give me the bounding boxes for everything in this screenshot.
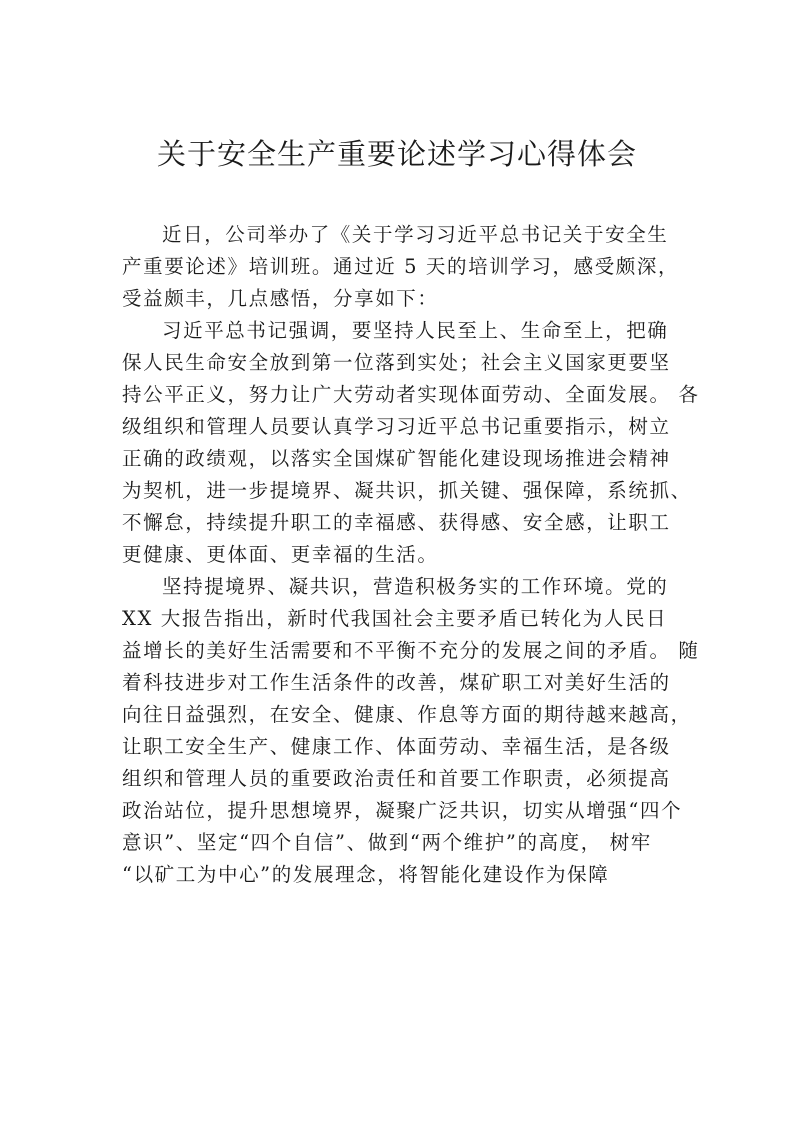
paragraph-1-line-2: 产重要论述》培训班。通过近 5 天的培训学习，感受颇深， <box>122 255 680 278</box>
document-body <box>122 219 700 891</box>
paragraph-2-line-1: 习近平总书记强调，要坚持人民至上、生命至上，把确 <box>162 319 669 342</box>
paragraph-3-line-1: 坚持提境界、凝共识，营造积极务实的工作环境。党的 <box>162 575 669 598</box>
paragraph-3-line-3: 益增长的美好生活需要和不平衡不充分的发展之间的矛盾。 随 <box>122 639 700 662</box>
paragraph-3-line-5: 向往日益强烈，在安全、健康、作息等方面的期待越来越高， <box>122 703 692 726</box>
paragraph-2-line-8: 更健康、更体面、更幸福的生活。 <box>122 543 439 566</box>
paragraph-3-line-10: “以矿工为中心”的发展理念，将智能化建设作为保障 <box>122 863 610 886</box>
paragraph-2-line-4: 级组织和管理人员要认真学习习近平总书记重要指示，树立 <box>122 415 671 438</box>
paragraph-2-line-2: 保人民生命安全放到第一位落到实处；社会主义国家更要坚 <box>122 351 671 374</box>
document-title: 关于安全生产重要论述学习心得体会 <box>156 137 637 171</box>
paragraph-2-line-6: 为契机，进一步提境界、凝共识，抓关键、强保障，系统抓、 <box>122 479 692 502</box>
paragraph-3-line-6: 让职工安全生产、健康工作、体面劳动、幸福生活，是各级 <box>122 735 671 758</box>
paragraph-2-line-5: 正确的政绩观，以落实全国煤矿智能化建设现场推进会精神 <box>122 447 671 470</box>
paragraph-3-line-7: 组织和管理人员的重要政治责任和首要工作职责，必须提高 <box>122 767 671 790</box>
paragraph-1-line-3: 受益颇丰，几点感悟，分享如下： <box>122 287 439 310</box>
paragraph-2-line-3: 持公平正义，努力让广大劳动者实现体面劳动、全面发展。 各 <box>122 383 700 406</box>
paragraph-3-line-4: 着科技进步对工作生活条件的改善，煤矿职工对美好生活的 <box>122 671 671 694</box>
paragraph-1-line-1: 近日，公司举办了《关于学习习近平总书记关于安全生 <box>162 223 669 246</box>
paragraph-3-line-9: 意识”、坚定“四个自信”、做到“两个维护”的高度， 树牢 <box>122 831 652 854</box>
paragraph-2-line-7: 不懈怠，持续提升职工的幸福感、获得感、安全感，让职工 <box>122 511 671 534</box>
paragraph-3-line-2: XX 大报告指出，新时代我国社会主要矛盾已转化为人民日 <box>122 607 668 630</box>
paragraph-3-line-8: 政治站位，提升思想境界，凝聚广泛共识，切实从增强“四个 <box>122 799 683 822</box>
